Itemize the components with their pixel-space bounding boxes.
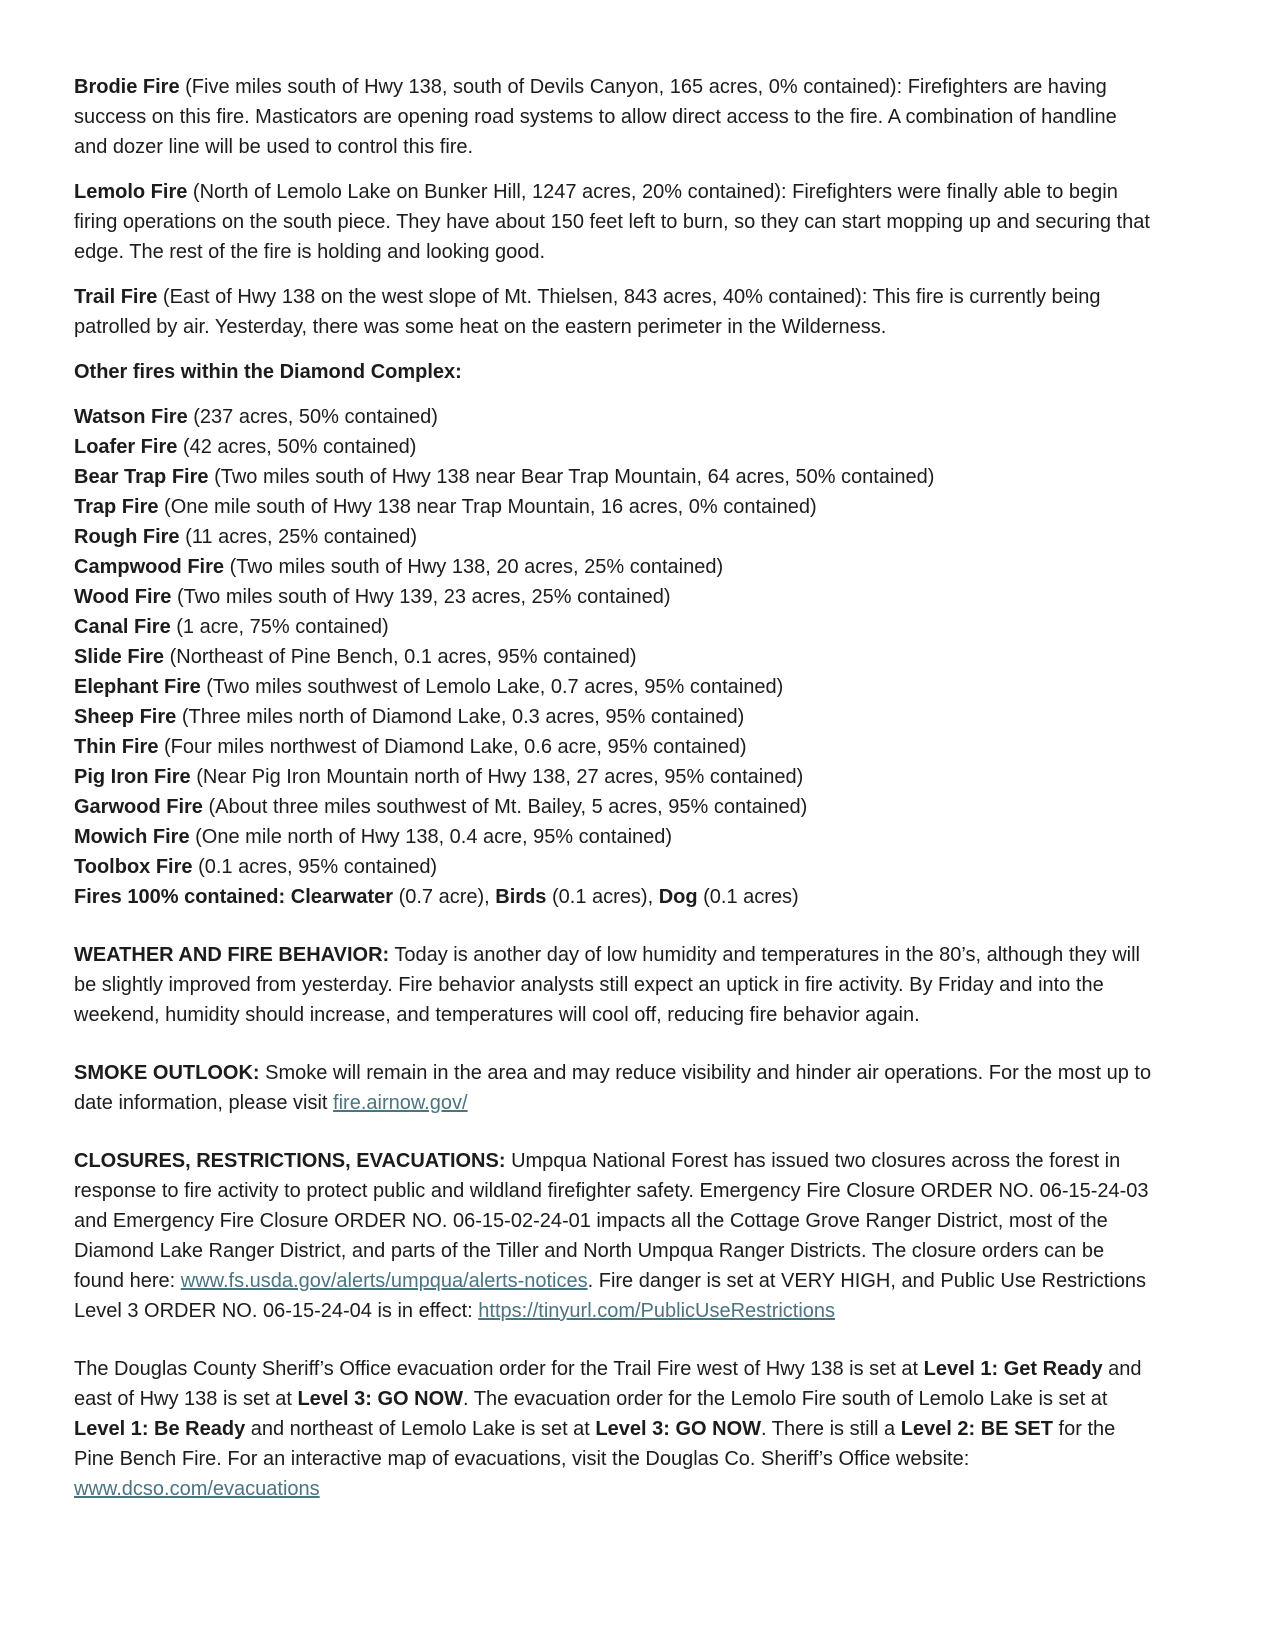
airnow-link[interactable]: fire.airnow.gov/ — [333, 1092, 468, 1114]
fire-update-trail — [74, 282, 1155, 342]
fire-name: Sheep Fire — [74, 706, 177, 728]
evac-level: Level 3: GO NOW — [297, 1388, 464, 1410]
fire-name: Canal Fire — [74, 616, 171, 638]
fire-description: (East of Hwy 138 on the west slope of Mt. Thielsen, 843 acres, 40% contained): This fire is currently being patrolled by air. Yesterday, there was some heat on the eastern perimeter in the Wilderness. — [74, 286, 1101, 338]
section-text: The Douglas County Sheriff’s Office evacuation order for the Trail Fire west of Hwy 138 is set at — [74, 1358, 924, 1380]
fire-name: Lemolo Fire — [74, 181, 188, 203]
fire-description: (237 acres, 50% contained) — [187, 406, 438, 428]
alerts-notices-link[interactable]: www.fs.usda.gov/alerts/umpqua/alerts-notices — [180, 1270, 588, 1292]
section-text: and northeast of Lemolo Lake is set at — [245, 1418, 596, 1440]
other-fires-list — [74, 402, 1155, 912]
fire-name: Mowich Fire — [74, 826, 190, 848]
fire-name: Garwood Fire — [74, 796, 203, 818]
fire-description: (North of Lemolo Lake on Bunker Hill, 1247 acres, 20% contained): Firefighters were finally able to begin firing operations on the south piece. They have about 150 feet left to burn, so they can start mopping up and securing that edge. The rest of the fire is holding and looking good. — [74, 181, 1150, 263]
fire-name: Dog — [658, 886, 698, 908]
evac-level: Level 2: BE SET — [900, 1418, 1053, 1440]
list-item — [74, 822, 1155, 852]
evac-level: Level 3: GO NOW — [595, 1418, 762, 1440]
contained-fires-line — [74, 882, 1155, 912]
list-item — [74, 732, 1155, 762]
fire-update-lemolo — [74, 177, 1155, 267]
list-item — [74, 402, 1155, 432]
fire-name: Watson Fire — [74, 406, 188, 428]
fire-name: Elephant Fire — [74, 676, 201, 698]
fire-description: (Four miles northwest of Diamond Lake, 0.6 acre, 95% contained) — [158, 736, 747, 758]
fire-name: Brodie Fire — [74, 76, 180, 98]
list-item — [74, 432, 1155, 462]
weather-section — [74, 940, 1155, 1030]
fire-name: Loafer Fire — [74, 436, 178, 458]
fire-name: Pig Iron Fire — [74, 766, 191, 788]
list-item — [74, 582, 1155, 612]
fire-description: (One mile south of Hwy 138 near Trap Mountain, 16 acres, 0% contained) — [158, 496, 817, 518]
fire-name: Slide Fire — [74, 646, 165, 668]
fire-description: (Northeast of Pine Bench, 0.1 acres, 95% contained) — [164, 646, 637, 668]
section-text: Today is another day of low humidity and temperatures in the 80’s, although they will be slightly improved from yesterday. Fire behavior analysts still expect an uptick in fire activity. By Friday and into the weekend, humidity should increase, and temperatures will cool off, reducing fire behavior again. — [74, 944, 1140, 1026]
fire-name: Clearwater — [290, 886, 394, 908]
section-text: Umpqua National Forest has issued two closures across the forest in response to fire activity to protect public and wildland firefighter safety. Emergency Fire Closure ORDER NO. 06-15-24-03 and Emergency Fire Closure ORDER NO. 06-15-02-24-01 impacts all the Cottage Grove Ranger District, most of the Diamond Lake Ranger District, and parts of the Tiller and North Umpqua Ranger Districts. The closure orders can be found here: — [74, 1150, 1149, 1292]
section-heading: CLOSURES, RESTRICTIONS, EVACUATIONS: — [74, 1150, 506, 1172]
section-heading: WEATHER AND FIRE BEHAVIOR: — [74, 944, 390, 966]
smoke-section — [74, 1058, 1155, 1118]
fire-name: Wood Fire — [74, 586, 172, 608]
fire-description: (Two miles south of Hwy 139, 23 acres, 25% contained) — [171, 586, 671, 608]
fire-description: (1 acre, 75% contained) — [170, 616, 389, 638]
evacuation-section — [74, 1354, 1155, 1504]
list-item — [74, 462, 1155, 492]
fire-name: Campwood Fire — [74, 556, 225, 578]
fire-description: (0.7 acre), — [393, 886, 496, 908]
public-use-restrictions-link[interactable]: https://tinyurl.com/PublicUseRestrictions — [478, 1300, 836, 1322]
fire-name: Trail Fire — [74, 286, 158, 308]
section-text: . The evacuation order for the Lemolo Fire south of Lemolo Lake is set at — [463, 1388, 1108, 1410]
closures-section — [74, 1146, 1155, 1326]
list-item — [74, 522, 1155, 552]
list-item — [74, 672, 1155, 702]
fire-description: (One mile north of Hwy 138, 0.4 acre, 95% contained) — [189, 826, 673, 848]
fire-name: Bear Trap Fire — [74, 466, 209, 488]
fire-description: (0.1 acres), — [546, 886, 659, 908]
evac-level: Level 1: Be Ready — [74, 1418, 246, 1440]
fire-name: Birds — [495, 886, 547, 908]
contained-label: Fires 100% contained: — [74, 886, 291, 908]
section-text: . There is still a — [761, 1418, 901, 1440]
section-heading: Other fires within the Diamond Complex: — [74, 361, 462, 383]
fire-description: (Three miles north of Diamond Lake, 0.3 acres, 95% contained) — [176, 706, 745, 728]
fire-update-brodie — [74, 72, 1155, 162]
fire-description: (Near Pig Iron Mountain north of Hwy 138, 27 acres, 95% contained) — [190, 766, 804, 788]
fire-description: (11 acres, 25% contained) — [179, 526, 418, 548]
fire-description: (0.1 acres, 95% contained) — [192, 856, 438, 878]
fire-name: Trap Fire — [74, 496, 159, 518]
section-heading: SMOKE OUTLOOK: — [74, 1062, 260, 1084]
fire-description: (Two miles south of Hwy 138, 20 acres, 25% contained) — [224, 556, 724, 578]
list-item — [74, 492, 1155, 522]
list-item — [74, 702, 1155, 732]
fire-description: (Two miles south of Hwy 138 near Bear Trap Mountain, 64 acres, 50% contained) — [208, 466, 935, 488]
list-item — [74, 762, 1155, 792]
section-text: and east of Hwy 138 is set at — [74, 1358, 1142, 1410]
fire-description: (About three miles southwest of Mt. Bailey, 5 acres, 95% contained) — [202, 796, 808, 818]
list-item — [74, 792, 1155, 822]
fire-name: Rough Fire — [74, 526, 180, 548]
dcso-evacuations-link[interactable]: www.dcso.com/evacuations — [74, 1478, 320, 1500]
fire-description: (Five miles south of Hwy 138, south of Devils Canyon, 165 acres, 0% contained): Firefighters are having success on this fire. Masticators are opening road systems to allow direct access to the fire. A combination of handline and dozer line will be used to control this fire. — [74, 76, 1117, 158]
section-text: Smoke will remain in the area and may reduce visibility and hinder air operations. For the most up to date information, please visit — [74, 1062, 1152, 1114]
section-text: . Fire danger is set at VERY HIGH, and Public Use Restrictions Level 3 ORDER NO. 06-15-24-04 is in effect: — [74, 1270, 1146, 1322]
section-text: for the Pine Bench Fire. For an interactive map of evacuations, visit the Douglas Co. Sheriff’s Office website: — [74, 1418, 1116, 1470]
list-item — [74, 642, 1155, 672]
fire-description: (0.1 acres) — [697, 886, 799, 908]
list-item — [74, 852, 1155, 882]
fire-name: Thin Fire — [74, 736, 159, 758]
evac-level: Level 1: Get Ready — [923, 1358, 1103, 1380]
fire-description: (42 acres, 50% contained) — [177, 436, 417, 458]
other-fires-heading — [74, 357, 1155, 387]
fire-description: (Two miles southwest of Lemolo Lake, 0.7 acres, 95% contained) — [200, 676, 784, 698]
list-item — [74, 552, 1155, 582]
fire-name: Toolbox Fire — [74, 856, 193, 878]
list-item — [74, 612, 1155, 642]
